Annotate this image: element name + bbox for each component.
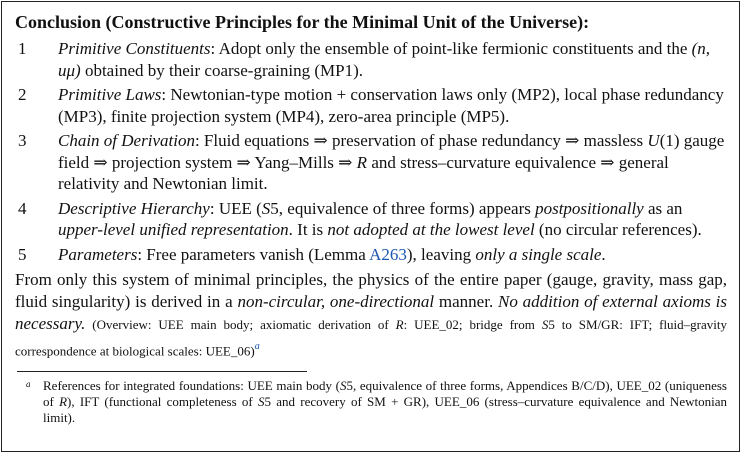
footnote [15, 378, 727, 426]
footnote-text: 5 and recovery of SM + GR), UEE_06 (stress–curvature equivalence and Newtonian limit). [43, 393, 727, 425]
footnote-text: ), IFT (functional completeness of [67, 393, 258, 409]
summary-paragraph [15, 269, 727, 363]
item-text: : UEE ( [209, 198, 262, 218]
para-emphasis: non-circular, one-directional [237, 292, 435, 311]
item-number: 2 [18, 85, 27, 104]
footnote-text: References for integrated foundations: UEE main body ( [43, 377, 341, 393]
list-item [15, 38, 727, 81]
item-number: 3 [18, 131, 27, 150]
item-text: : Adopt only the ensemble of point-like fermionic constituents and the [210, 39, 692, 58]
para-emphasis: No addition of external axioms is necessary. [15, 292, 727, 333]
item-emphasis: postpositionally [535, 198, 644, 218]
item-text: . [601, 244, 606, 264]
item-emphasis: upper-level unified representation [58, 220, 289, 239]
item-number: 5 [18, 244, 27, 264]
footnote-rule [17, 371, 307, 372]
item-label: Descriptive Hierarchy [58, 198, 210, 218]
item-emphasis: not adopted at the lowest level [327, 220, 535, 239]
item-text: and stress–curvature equivalence ⇒ general relativity and Newtonian limit. [58, 152, 669, 193]
item-text: ), leaving [406, 244, 476, 264]
item-label: Chain of Derivation [58, 131, 195, 150]
item-text: as an [643, 198, 683, 218]
item-text: 5, equivalence of three forms) appears [270, 198, 536, 218]
footnote-text: 5, equivalence of three forms, Appendices B/C/D), UEE_02 (uniqueness of [43, 377, 727, 409]
item-text: : Fluid equations ⇒ preservation of phase redundancy ⇒ massless [194, 131, 648, 150]
footnote-marker-link[interactable]: a [254, 341, 260, 352]
item-text: (no circular references). [534, 220, 702, 239]
item-text: obtained by their coarse-graining (MP1). [80, 60, 364, 80]
item-number: 1 [18, 39, 27, 58]
item-text: : Newtonian-type motion + conservation laws only (MP2), local phase redundancy (MP3), finite projection system (MP4), zero-area principle (MP5). [58, 85, 724, 126]
item-text: (1) gauge field ⇒ projection system ⇒ Yang–Mills ⇒ [58, 131, 725, 172]
item-label: Parameters [58, 244, 138, 264]
lemma-link[interactable]: A263 [369, 244, 407, 264]
list-item [15, 244, 727, 266]
item-label: Primitive Laws [58, 85, 162, 104]
overview-math: S [541, 317, 549, 332]
item-text: : Free parameters vanish (Lemma [137, 244, 370, 264]
item-math: R [356, 152, 368, 172]
footnote-math: S [258, 393, 265, 409]
overview-text: (Overview: UEE main body; axiomatic derivation of [85, 317, 396, 332]
list-item [15, 130, 727, 195]
footnote-math: R [59, 393, 68, 409]
list-item [15, 198, 727, 241]
footnote-math: S [340, 377, 347, 393]
item-math: U [647, 131, 660, 150]
para-text: From only this system of minimal principles, the physics of the entire paper (gauge, gravity, mass gap, fluid singularity) is derived in a [15, 270, 727, 311]
item-math: (n, uμ) [58, 39, 711, 80]
conclusion-title: Conclusion (Constructive Principles for the Minimal Unit of the Universe): [15, 12, 590, 32]
overview-text: : UEE_02; bridge from [403, 317, 542, 332]
overview-math: R [395, 317, 404, 332]
para-text: manner. [434, 292, 499, 311]
item-emphasis: only a single scale [475, 244, 602, 264]
footnote-mark: a [26, 378, 31, 389]
principles-list [15, 38, 727, 265]
item-text: . It is [288, 220, 328, 239]
item-math: S [261, 198, 271, 218]
conclusion-box [1, 1, 740, 452]
item-number: 4 [18, 198, 27, 218]
item-label: Primitive Constituents [58, 39, 211, 58]
para-overview [15, 317, 727, 359]
overview-text: 5 to SM/GR: IFT; fluid–gravity correspondence at biological scales: UEE_06) [15, 317, 727, 359]
list-item [15, 84, 727, 127]
